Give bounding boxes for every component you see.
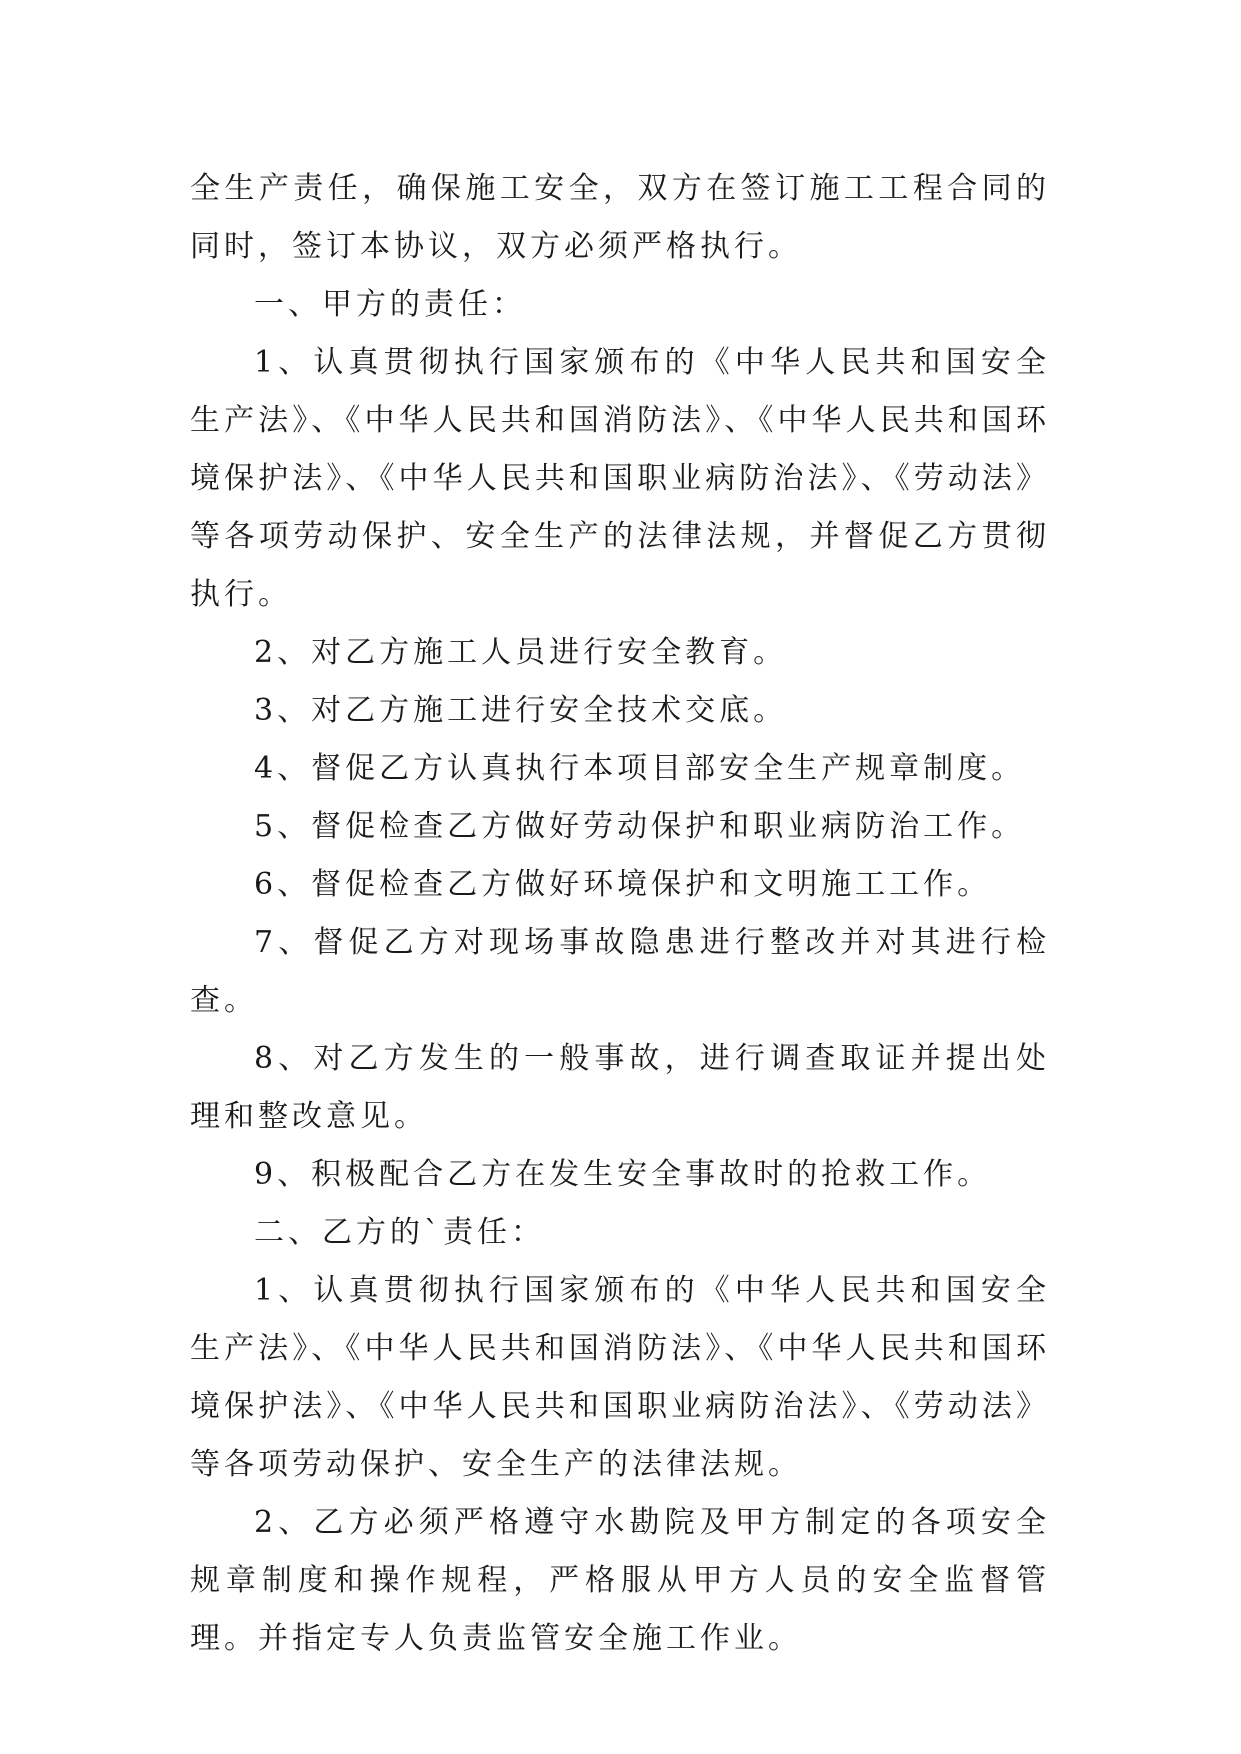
party-a-item-4: 4、督促乙方认真执行本项目部安全生产规章制度。 <box>254 751 1026 786</box>
section-heading-party-b: 二、乙方的`责任： <box>254 1215 545 1250</box>
party-b-item-2: 2、乙方必须严格遵守水勘院及甲方制定的各项安全规章制度和操作规程，严格服从甲方人员的安全监督管理。并指定专人负责监管安全施工作业。 <box>190 1505 1050 1656</box>
paragraph-intro-continuation: 全生产责任，确保施工安全，双方在签订施工工程合同的同时，签订本协议，双方必须严格执行。 <box>190 171 1050 264</box>
party-a-item-1: 1、认真贯彻执行国家颁布的《中华人民共和国安全生产法》、《中华人民共和国消防法》、《中华人民共和国环境保护法》、《中华人民共和国职业病防治法》、《劳动法》等各项劳动保护、安全生产的法律法规，并督促乙方贯彻执行。 <box>190 345 1050 612</box>
document-body <box>190 160 1050 1668</box>
party-b-item-1: 1、认真贯彻执行国家颁布的《中华人民共和国安全生产法》、《中华人民共和国消防法》、《中华人民共和国环境保护法》、《中华人民共和国职业病防治法》、《劳动法》等各项劳动保护、安全生产的法律法规。 <box>190 1273 1050 1482</box>
party-a-item-2: 2、对乙方施工人员进行安全教育。 <box>254 635 788 670</box>
party-a-item-6: 6、督促检查乙方做好环境保护和文明施工工作。 <box>254 867 992 902</box>
section-heading-party-a: 一、甲方的责任： <box>254 287 526 322</box>
party-a-item-5: 5、督促检查乙方做好劳动保护和职业病防治工作。 <box>254 809 1026 844</box>
party-a-item-8: 8、对乙方发生的一般事故，进行调查取证并提出处理和整改意见。 <box>190 1041 1050 1134</box>
party-a-item-9: 9、积极配合乙方在发生安全事故时的抢救工作。 <box>254 1157 992 1192</box>
party-a-item-7: 7、督促乙方对现场事故隐患进行整改并对其进行检查。 <box>190 925 1050 1018</box>
party-a-item-3: 3、对乙方施工进行安全技术交底。 <box>254 693 788 728</box>
